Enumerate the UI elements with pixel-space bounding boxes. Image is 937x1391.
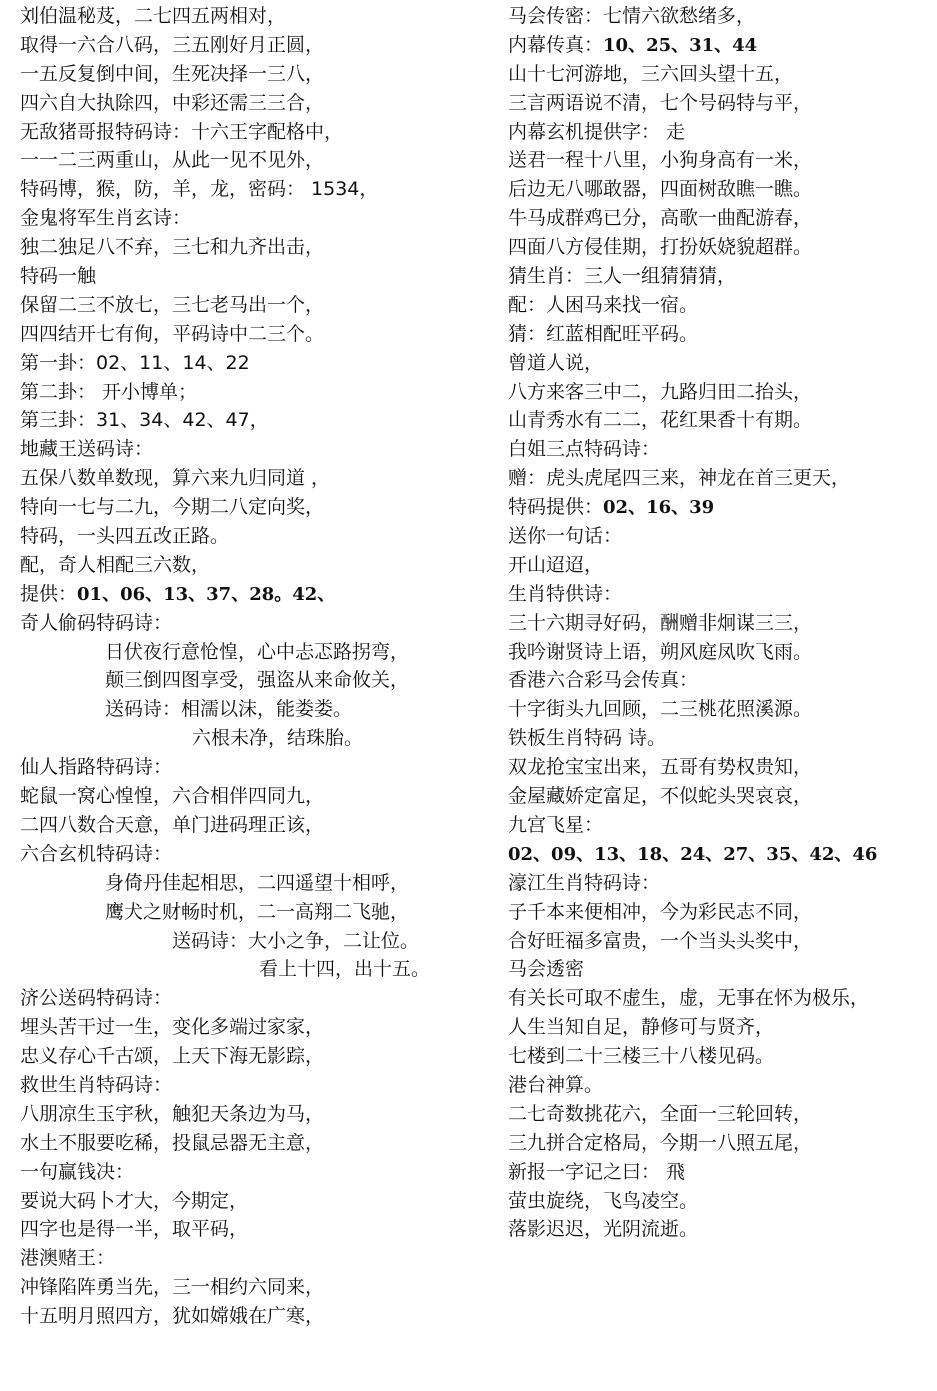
line-text: 奇人偷码特码诗：: [20, 611, 173, 634]
line-text: 香港六合彩马会传真：: [508, 669, 699, 692]
line-text: 合好旺福多富贵，一个当头头奖中，: [508, 929, 813, 952]
text-line: [20, 233, 490, 262]
text-line: [508, 2, 933, 31]
text-line: [508, 1215, 933, 1244]
line-text: 一五反复倒中间，生死决择一三八，: [20, 62, 325, 85]
text-line: [20, 1187, 490, 1216]
text-line: [508, 984, 933, 1013]
text-line: [20, 378, 490, 407]
line-text: 看上十四，出十五。: [259, 958, 431, 981]
text-line: [20, 349, 490, 378]
line-text: 三十六期寻好码，酬赠非炯谋三三，: [508, 611, 813, 634]
line-text: 三九拼合定格局，今期一八照五尾，: [508, 1131, 813, 1154]
line-text: 取得一六合八码，三五刚好月正圆，: [20, 33, 325, 56]
line-text: 后边无八哪敢器，四面树敌瞧一瞧。: [508, 178, 813, 201]
line-text: 无敌猪哥报特码诗：十六王字配格中，: [20, 120, 344, 143]
text-line: [20, 60, 490, 89]
line-text: 冲锋陷阵勇当先，三一相约六同来，: [20, 1276, 325, 1299]
line-text: 内幕玄机提供字： 走: [508, 120, 686, 143]
line-text: 第二卦： 开小博单；: [20, 380, 198, 403]
line-text: 埋头苦干过一生，变化多端过家家，: [20, 1016, 325, 1039]
line-text: 马会透密: [508, 958, 585, 981]
line-text: 港台神算。: [508, 1073, 604, 1096]
line-text: 我吟谢贤诗上语，朔风庭凤吹飞雨。: [508, 640, 813, 663]
text-line: [508, 291, 933, 320]
line-text: 救世生肖特码诗：: [20, 1073, 173, 1096]
text-line: [508, 1158, 933, 1187]
text-line: [508, 406, 933, 435]
text-line: [20, 31, 490, 60]
line-text: 送你一句话：: [508, 525, 623, 548]
right-column: [508, 0, 933, 1244]
text-line: [20, 1215, 490, 1244]
text-line: [20, 1129, 490, 1158]
text-line: [20, 1273, 490, 1302]
line-text: 四六自大执除四，中彩还需三三合，: [20, 91, 325, 114]
text-line: [20, 175, 490, 204]
line-text: 白姐三点特码诗：: [508, 438, 661, 461]
text-line: [508, 1129, 933, 1158]
line-text: 要说大码卜才大，今期定，: [20, 1189, 249, 1212]
line-numbers: 02、09、13、18、24、27、35、42、46: [508, 843, 878, 865]
text-line: [508, 378, 933, 407]
text-line: [508, 89, 933, 118]
line-text: 一句赢钱决：: [20, 1160, 135, 1183]
line-text: 保留二三不放七，三七老马出一个，: [20, 293, 325, 316]
text-line: [508, 695, 933, 724]
line-text: 八朋凉生玉宇秋，触犯天条边为马，: [20, 1102, 325, 1125]
line-text: 特码博，猴，防，羊，龙，密码： 1534，: [20, 178, 379, 201]
text-line: [20, 984, 490, 1013]
text-line: [508, 724, 933, 753]
text-line: [20, 1042, 490, 1071]
line-text: 四面八方侵佳期，打扮妖娆貌超群。: [508, 236, 813, 259]
line-text: 送码诗：相濡以沫，能娄娄。: [105, 698, 353, 721]
text-line: [20, 1158, 490, 1187]
text-line: [20, 291, 490, 320]
line-text: 三言两语说不清，七个号码特与平，: [508, 91, 813, 114]
line-text: 子千本来便相冲，今为彩民志不同，: [508, 900, 813, 923]
text-line: [508, 869, 933, 898]
text-line: [508, 638, 933, 667]
line-text: 一一二三两重山，从此一见不见外，: [20, 149, 325, 172]
line-text: 生肖特供诗：: [508, 582, 623, 605]
line-text: 金屋藏娇定富足，不似蛇头哭哀哀，: [508, 785, 813, 808]
line-text: 特码提供：: [508, 496, 604, 519]
text-line: [508, 146, 933, 175]
line-text: 忠义存心千古颂，上天下海无影踪，: [20, 1045, 325, 1068]
text-line: [20, 840, 490, 869]
text-line: [20, 262, 490, 291]
line-text: 马会传密：七情六欲愁绪多，: [508, 5, 756, 27]
text-line: [20, 666, 490, 695]
line-numbers: 01、06、13、37、28。42、: [77, 583, 336, 605]
line-text: 颠三倒四图享受，强盗从来命攸关，: [105, 669, 410, 692]
line-text: 落影迟迟，光阴流逝。: [508, 1218, 699, 1241]
text-line: [20, 464, 490, 493]
line-text: 地藏王送码诗：: [20, 438, 154, 461]
text-line: [20, 898, 490, 927]
text-line: [20, 1244, 490, 1273]
text-line: [508, 118, 933, 147]
text-line: [20, 609, 490, 638]
line-text: 五保八数单数现，算六来九归同道 ，: [20, 467, 331, 490]
text-line: [508, 60, 933, 89]
text-line: [20, 1013, 490, 1042]
text-line: [20, 724, 490, 753]
line-text: 人生当知自足，静修可与贤齐，: [508, 1016, 775, 1039]
text-line: [508, 898, 933, 927]
line-text: 港澳赌王：: [20, 1247, 116, 1270]
text-line: [20, 522, 490, 551]
line-text: 第三卦：31、34、42、47，: [20, 409, 269, 432]
text-line: [508, 31, 933, 60]
text-line: [508, 320, 933, 349]
text-line: [20, 811, 490, 840]
left-column: [20, 0, 490, 1331]
text-line: [20, 1100, 490, 1129]
text-line: [20, 580, 490, 609]
line-text: 内幕传真：: [508, 33, 604, 56]
text-line: [508, 782, 933, 811]
line-text: 配：人困马来找一宿。: [508, 293, 699, 316]
line-text: 濠江生肖特码诗：: [508, 871, 661, 894]
line-text: 独二独足八不弃，三七和九齐出击，: [20, 236, 325, 259]
line-text: 九宫飞星：: [508, 813, 604, 836]
line-text: 双龙抢宝宝出来，五哥有势权贵知，: [508, 756, 813, 779]
line-text: 二七奇数挑花六，全面一三轮回转，: [508, 1102, 813, 1125]
line-text: 特向一七与二九，今期二八定向奖，: [20, 496, 325, 519]
text-line: [508, 175, 933, 204]
line-text: 六合玄机特码诗：: [20, 842, 173, 865]
text-line: [508, 609, 933, 638]
line-text: 配，奇人相配三六数，: [20, 553, 211, 576]
line-text: 送君一程十八里，小狗身高有一米，: [508, 149, 813, 172]
text-line: [20, 406, 490, 435]
line-text: 水土不服要吃稀，投鼠忌器无主意，: [20, 1131, 325, 1154]
text-line: [508, 955, 933, 984]
text-line: [508, 1013, 933, 1042]
line-text: 开山迢迢，: [508, 553, 604, 576]
text-line: [20, 782, 490, 811]
text-line: [20, 435, 490, 464]
line-text: 六根未净，结珠胎。: [192, 727, 364, 750]
line-text: 八方来客三中二，九路归田二抬头，: [508, 380, 813, 403]
line-text: 刘伯温秘芨，二七四五两相对，: [20, 5, 287, 27]
line-text: 七楼到二十三楼三十八楼见码。: [508, 1045, 775, 1068]
text-line: [508, 1187, 933, 1216]
text-line: [508, 666, 933, 695]
text-line: [20, 695, 490, 724]
text-line: [508, 753, 933, 782]
line-text: 二四八数合天意，单门进码理正该，: [20, 813, 325, 836]
line-text: 曾道人说，: [508, 351, 604, 374]
text-line: [508, 927, 933, 956]
line-text: 铁板生肖特码 诗。: [508, 727, 667, 750]
text-line: [20, 2, 490, 31]
line-text: 十字街头九回顾，二三桃花照溪源。: [508, 698, 813, 721]
line-text: 四四结开七有侚，平码诗中二三个。: [20, 322, 325, 345]
text-line: [508, 1071, 933, 1100]
text-line: [508, 349, 933, 378]
line-text: 特码，一头四五改正路。: [20, 525, 230, 548]
text-line: [508, 580, 933, 609]
line-numbers: 10、25、31、44: [603, 34, 758, 56]
line-text: 猜生肖：三人一组猜猜猜，: [508, 265, 737, 288]
text-line: [508, 435, 933, 464]
line-text: 新报一字记之曰： 飛: [508, 1160, 686, 1183]
text-line: [508, 840, 933, 869]
line-text: 日伏夜行意怆惶，心中忐忑路拐弯，: [105, 640, 410, 663]
text-line: [20, 955, 490, 984]
text-line: [20, 204, 490, 233]
text-line: [508, 262, 933, 291]
line-numbers: 02、16、39: [603, 497, 715, 519]
text-line: [20, 1302, 490, 1331]
line-text: 仙人指路特码诗：: [20, 756, 173, 779]
line-text: 赠：虎头虎尾四三来，神龙在首三更天，: [508, 467, 851, 490]
text-line: [508, 464, 933, 493]
text-line: [508, 233, 933, 262]
line-text: 四字也是得一半，取平码，: [20, 1218, 249, 1241]
text-line: [508, 1042, 933, 1071]
text-line: [20, 320, 490, 349]
line-text: 山十七河游地，三六回头望十五，: [508, 62, 794, 85]
line-text: 蛇鼠一窝心惶惶，六合相伴四同九，: [20, 785, 325, 808]
text-line: [20, 1071, 490, 1100]
line-text: 猜：红蓝相配旺平码。: [508, 322, 699, 345]
text-line: [508, 1100, 933, 1129]
text-line: [20, 753, 490, 782]
text-line: [20, 118, 490, 147]
text-line: [508, 204, 933, 233]
text-line: [20, 89, 490, 118]
line-text: 特码一触: [20, 265, 97, 288]
line-text: 济公送码特码诗：: [20, 987, 173, 1010]
line-text: 提供：: [20, 582, 78, 605]
text-line: [20, 146, 490, 175]
text-line: [20, 638, 490, 667]
line-text: 身倚丹佳起相思，二四遥望十相呼，: [105, 871, 410, 894]
text-line: [20, 927, 490, 956]
line-text: 十五明月照四方，犹如嫦娥在广寒，: [20, 1305, 325, 1328]
text-line: [508, 493, 933, 522]
line-text: 鹰犬之财畅时机，二一高翔二飞驰，: [105, 900, 410, 923]
line-text: 山青秀水有二二，花红果香十有期。: [508, 409, 813, 432]
text-line: [20, 551, 490, 580]
text-line: [508, 551, 933, 580]
text-line: [20, 493, 490, 522]
line-text: 萤虫旋绕，飞鸟凌空。: [508, 1189, 699, 1212]
line-text: 送码诗：大小之争，二让位。: [172, 929, 420, 952]
text-line: [20, 869, 490, 898]
line-text: 有关长可取不虚生，虚，无事在怀为极乐，: [508, 987, 870, 1010]
text-line: [508, 522, 933, 551]
line-text: 金鬼将军生肖玄诗：: [20, 207, 192, 230]
line-text: 牛马成群鸡已分，高歌一曲配游春，: [508, 207, 813, 230]
text-line: [508, 811, 933, 840]
line-text: 第一卦：02、11、14、22: [20, 351, 250, 374]
